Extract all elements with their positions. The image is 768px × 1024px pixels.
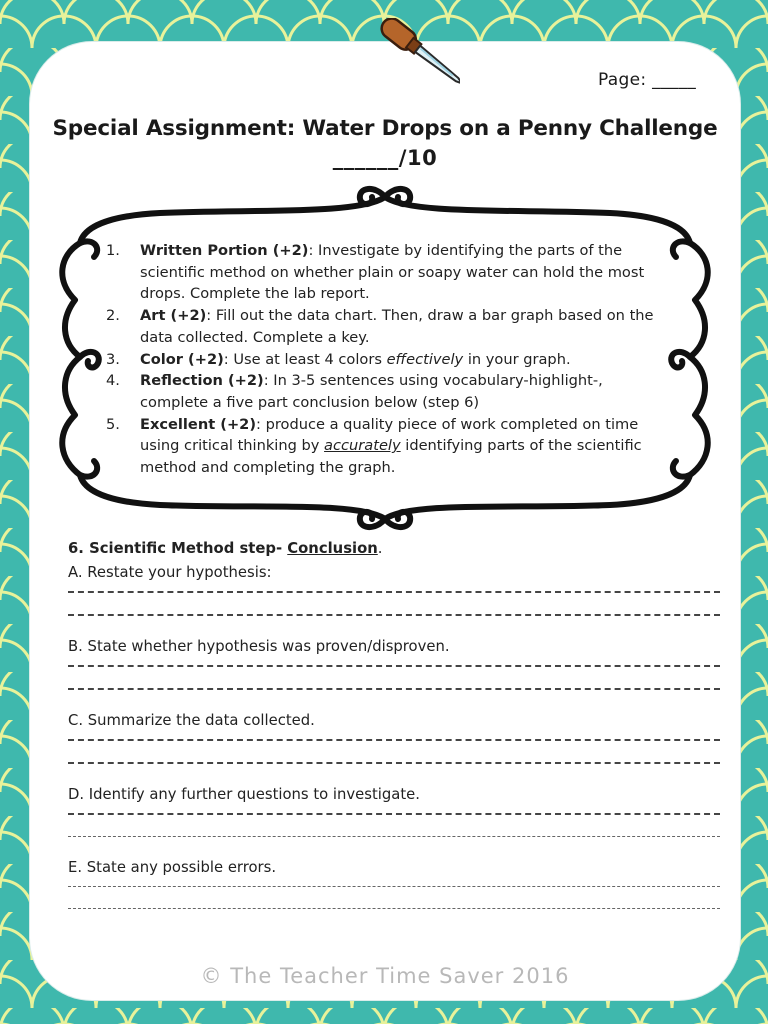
answer-line[interactable]: [68, 687, 720, 690]
eyedropper-icon: [330, 18, 460, 128]
question-a: A. Restate your hypothesis:: [68, 564, 272, 581]
answer-line[interactable]: [68, 761, 720, 764]
conclusion-heading-prefix: 6. Scientific Method step-: [68, 540, 288, 557]
criterion-text: : produce a quality piece of work completed on time using critical thinking by: [140, 415, 639, 455]
criterion-art: [100, 305, 660, 348]
answer-line[interactable]: [68, 738, 720, 741]
answer-line[interactable]: [68, 613, 720, 616]
answer-line[interactable]: [68, 885, 720, 887]
criterion-text: in your graph.: [463, 350, 571, 368]
answer-line[interactable]: [68, 664, 720, 667]
copyright-footer: © The Teacher Time Saver 2016: [200, 964, 570, 988]
criterion-name: Written Portion (+2): [140, 242, 309, 259]
conclusion-heading-suffix: .: [377, 540, 383, 557]
criterion-number: 2.: [106, 307, 120, 325]
criterion-name: Art (+2): [140, 307, 207, 325]
criterion-name: Excellent (+2): [140, 415, 257, 433]
criterion-number: 4.: [106, 372, 120, 390]
conclusion-heading: [68, 540, 728, 562]
answer-line[interactable]: [68, 812, 720, 815]
criterion-text: : Fill out the data chart. Then, draw a bar graph based on the data collected. Complete a key.: [140, 307, 654, 346]
criterion-text: : Investigate by identifying the parts of the scientific method on whether plain or soapy water can hold the most drops. Complete the lab report.: [140, 242, 645, 303]
page-number-field: Page: _____: [598, 70, 697, 90]
question-b: B. State whether hypothesis was proven/disproven.: [68, 638, 450, 655]
criterion-excellent: [100, 414, 660, 479]
criterion-text: identifying parts of the scientific method and completing the graph.: [140, 437, 642, 477]
answer-line[interactable]: [68, 590, 720, 593]
criterion-reflection: [100, 370, 660, 413]
question-e: E. State any possible errors.: [68, 859, 277, 876]
score-line: ______/10: [332, 146, 438, 170]
question-c: C. Summarize the data collected.: [68, 712, 315, 729]
question-d: D. Identify any further questions to investigate.: [68, 786, 420, 803]
criterion-number: 1.: [106, 242, 120, 259]
criterion-emphasis: effectively: [386, 350, 464, 368]
assignment-title: Special Assignment: Water Drops on a Penny Challenge: [52, 116, 718, 141]
answer-line[interactable]: [68, 835, 720, 837]
criterion-text: : Use at least 4 colors: [223, 350, 387, 368]
criterion-name: Reflection (+2): [140, 372, 264, 390]
criterion-number: 3.: [106, 350, 120, 368]
criterion-written-portion: [100, 240, 660, 305]
conclusion-section: [68, 540, 728, 929]
answer-line[interactable]: [68, 907, 720, 909]
grading-criteria-list: [100, 240, 660, 479]
criterion-color: [100, 349, 660, 371]
criterion-number: 5.: [106, 415, 120, 433]
conclusion-heading-word: Conclusion: [287, 540, 378, 557]
criterion-name: Color (+2): [140, 350, 224, 368]
criterion-text: : In 3-5 sentences using vocabulary-highlight-, complete a five part conclusion below (step 6): [140, 372, 603, 411]
criterion-emphasis: accurately: [324, 437, 401, 455]
